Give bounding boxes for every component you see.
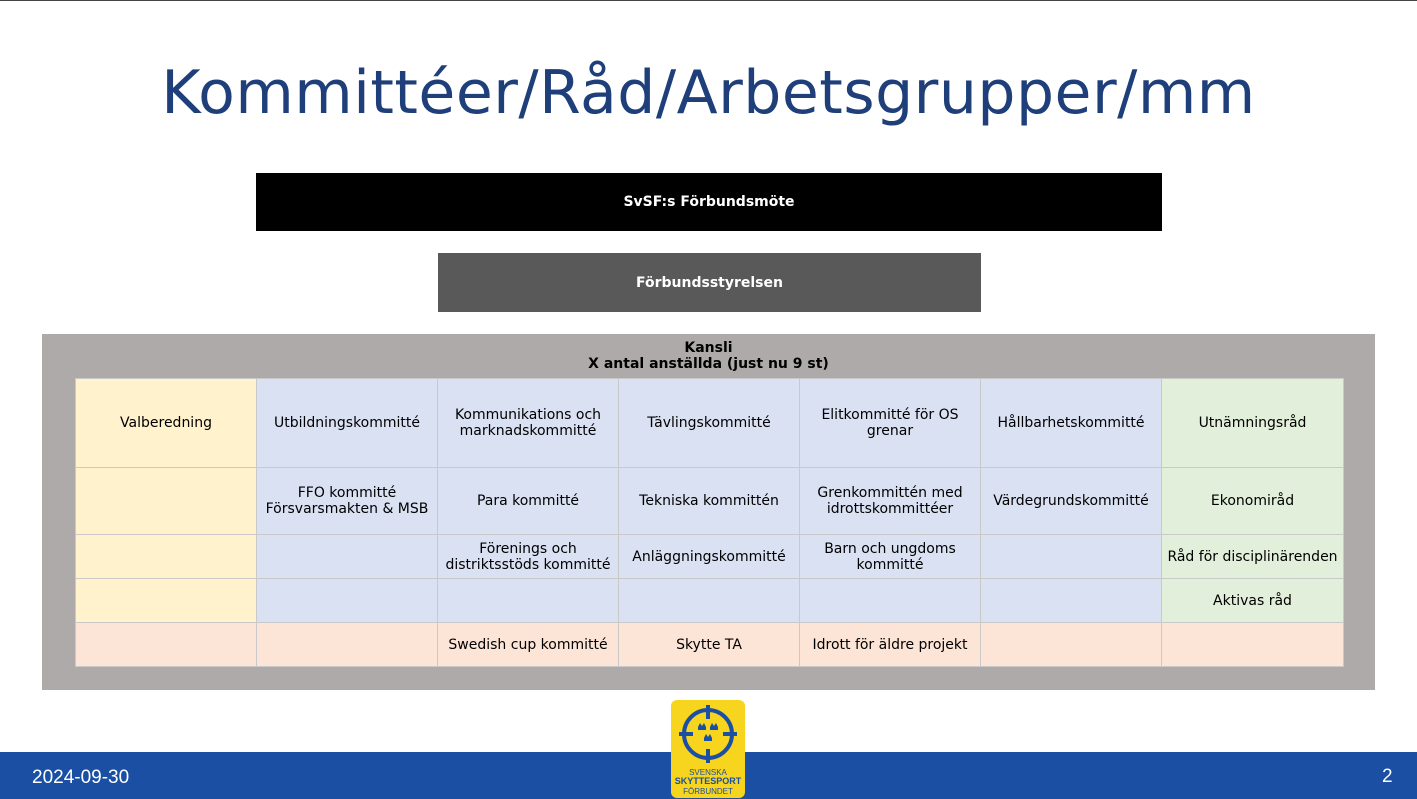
cell-disciplinar-rad: Råd för disciplinärenden [1162, 535, 1344, 579]
cell-aktivas-rad: Aktivas råd [1162, 579, 1344, 623]
forbundsstyrelsen-box [438, 253, 981, 312]
cell-skytte-ta: Skytte TA [619, 623, 800, 667]
cell-empty [257, 579, 438, 623]
cell-empty [257, 535, 438, 579]
cell-empty [76, 623, 257, 667]
slide-date: 2024-09-30 [32, 767, 130, 788]
logo-text-svenska: SVENSKA [689, 768, 727, 777]
cell-hallbarhetskommitte: Hållbarhetskommitté [981, 379, 1162, 468]
grid-row-4 [76, 579, 1344, 623]
top-border-line [0, 0, 1417, 1]
cell-idrott-aldre-projekt: Idrott för äldre projekt [800, 623, 981, 667]
committee-grid [75, 378, 1344, 667]
grid-row-1 [76, 379, 1344, 468]
forbundsmote-box [256, 173, 1162, 231]
cell-utbildningskommitte: Utbildningskommitté [257, 379, 438, 468]
cell-swedish-cup-kommitte: Swedish cup kommitté [438, 623, 619, 667]
federation-logo [671, 700, 745, 798]
logo-text-forbundet: FÖRBUNDET [683, 787, 733, 796]
cell-empty [981, 535, 1162, 579]
cell-empty [981, 579, 1162, 623]
cell-empty [257, 623, 438, 667]
cell-empty [438, 579, 619, 623]
cell-empty [1162, 623, 1344, 667]
page-number: 2 [1382, 766, 1393, 787]
cell-kommunikations-kommitte: Kommunikations och marknadskommitté [438, 379, 619, 468]
forbundsstyrelsen-label: Förbundsstyrelsen [636, 274, 783, 291]
kansli-title: Kansli [684, 340, 733, 356]
kansli-staff-count: X antal anställda (just nu 9 st) [588, 356, 829, 372]
cell-tavlingskommitte: Tävlingskommitté [619, 379, 800, 468]
cell-elitkommitte: Elitkommitté för OS grenar [800, 379, 981, 468]
cell-grenkommitten: Grenkommittén med idrottskommittéer [800, 468, 981, 535]
grid-row-2 [76, 468, 1344, 535]
cell-utnamningsrad: Utnämningsråd [1162, 379, 1344, 468]
cell-anlaggningskommitte: Anläggningskommitté [619, 535, 800, 579]
cell-barn-ungdoms-kommitte: Barn och ungdoms kommitté [800, 535, 981, 579]
cell-para-kommitte: Para kommitté [438, 468, 619, 535]
cell-tekniska-kommitten: Tekniska kommittén [619, 468, 800, 535]
cell-empty [76, 535, 257, 579]
cell-empty [800, 579, 981, 623]
logo-text-skyttesport: SKYTTESPORT [674, 776, 742, 786]
cell-vardegrundskommitte: Värdegrundskommitté [981, 468, 1162, 535]
cell-forenings-kommitte: Förenings och distriktsstöds kommitté [438, 535, 619, 579]
kansli-header [42, 340, 1375, 372]
cell-ffo-kommitte: FFO kommitté Försvarsmakten & MSB [257, 468, 438, 535]
grid-row-5 [76, 623, 1344, 667]
kansli-container [42, 334, 1375, 690]
cell-empty [981, 623, 1162, 667]
cell-ekonomirad: Ekonomiråd [1162, 468, 1344, 535]
grid-row-3 [76, 535, 1344, 579]
cell-empty [76, 579, 257, 623]
crosshair-crowns-icon [671, 700, 745, 766]
slide-title: Kommittéer/Råd/Arbetsgrupper/mm [161, 58, 1256, 128]
cell-valberedning: Valberedning [76, 379, 257, 468]
cell-empty [76, 468, 257, 535]
cell-empty [619, 579, 800, 623]
forbundsmote-label: SvSF:s Förbundsmöte [623, 194, 795, 210]
